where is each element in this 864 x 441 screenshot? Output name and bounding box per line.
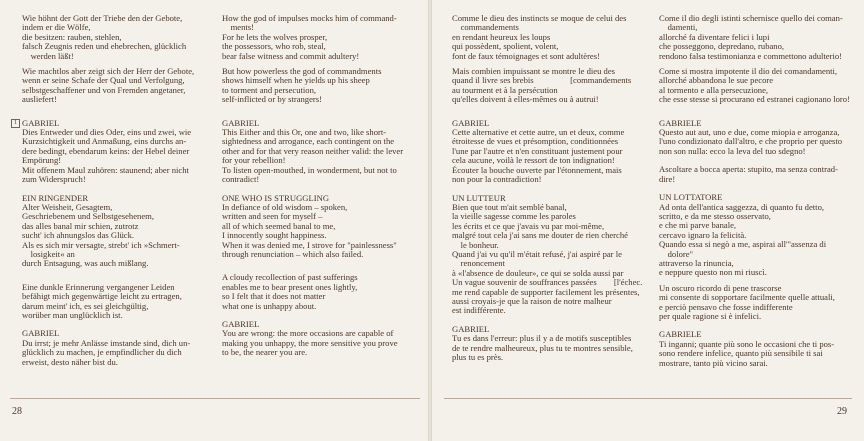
text-line: Geschriebenem und Selbstgesehenem, xyxy=(22,211,154,222)
text-line: renoncement xyxy=(452,258,505,269)
text-line: damenti, xyxy=(659,22,698,33)
text-line: Dies Entweder und dies Oder, eins und zwei, wie xyxy=(22,127,192,138)
text-line: For he lets the wolves prosper, xyxy=(222,31,328,42)
text-line: GABRIELE xyxy=(659,117,702,128)
text-line: Écouter la bouche ouverte par l'étonnement, mais xyxy=(452,164,622,175)
text-line: cercavo ignaro la felicità. xyxy=(659,229,747,240)
text-line: ausliefert! xyxy=(22,94,57,105)
text-line: allorché fa diventare felici i lupi xyxy=(659,31,770,42)
block-gap xyxy=(659,105,862,119)
text-line: non pour la contradiction! xyxy=(452,174,542,185)
text-line: contradict! xyxy=(222,174,260,185)
text-line: Come il dio degli istinti schernisce quello dei coman- xyxy=(659,13,843,23)
text-line: allorché abbandona le sue pecore xyxy=(659,75,774,86)
text-line: werden läßt! xyxy=(22,50,74,61)
text-line: Bien que tout m'ait semblé banal, xyxy=(452,201,567,212)
text-line: so I felt that it does not matter xyxy=(222,291,326,302)
text-line: rendono falsa testimonianza e commettono adulterio! xyxy=(659,50,843,61)
text-line: GABRIEL xyxy=(222,318,260,329)
text-line: Ascoltare a bocca aperta: stupito, ma senza contrad- xyxy=(659,164,838,175)
text-line: Come si mostra impotente il dio dei comandamenti, xyxy=(659,66,838,77)
text-line: losigkeit« an xyxy=(22,248,75,259)
text-line: falsch Zeugnis reden und ehebrechen, glücklich xyxy=(22,41,187,52)
text-line: the possessors, who rob, steal, xyxy=(222,41,326,52)
text-line: Wie machtlos aber zeigt sich der Herr der Gebote, xyxy=(22,66,195,77)
text-line: for your rebellion! xyxy=(222,155,286,166)
text-line: self-inflicted or by strangers! xyxy=(222,94,322,105)
text-line: darum meint' ich, es sei gleichgültig, xyxy=(22,300,149,311)
text-line: l'uno condizionato dall'altro, e che proprio per questo xyxy=(659,136,843,147)
text-line: enables me to bear present ones lightly, xyxy=(222,281,358,292)
text-line: GABRIEL xyxy=(22,117,60,128)
text-line: attraverso la rinuncia, xyxy=(659,257,734,268)
text-line: mostrare, tanto più vicino sarai. xyxy=(659,357,768,368)
text-line: through renunciation – which also failed. xyxy=(222,248,364,259)
text-line: Cette alternative et cette autre, un et deux, comme xyxy=(452,127,625,138)
track-marker: 1 xyxy=(11,119,20,128)
text-line: malgré tout cela j'ai sans me douter de rien cherché xyxy=(452,230,628,241)
text-line: glücklich zu machen, je empfindlicher du dich xyxy=(22,347,182,358)
text-line: qui possèdent, spolient, volent, xyxy=(452,41,559,52)
text-line: In defiance of old wisdom – spoken, xyxy=(222,201,348,212)
text-line: indem er die Wölfe, xyxy=(22,22,91,33)
text-line: to be, the nearer you are. xyxy=(222,347,308,358)
german-column xyxy=(22,14,222,367)
block-gap xyxy=(22,269,222,283)
text-line: che esse stesse si procurano ed estranei cagionano loro! xyxy=(659,94,850,105)
text-line: de te rendre malheureux, plus tu te montres sensible, xyxy=(452,342,633,353)
text-line: Un vague souvenir de souffrances passées [l'échec. xyxy=(452,277,643,288)
text-line: wenn er seine Schafe der Qual und Verfolgung, xyxy=(22,75,185,86)
text-line: Als es sich mir versagte, strebt' ich »Schmert- xyxy=(22,239,180,250)
text-line: aussi croyais-je que la raison de notre malheur xyxy=(452,295,612,306)
text-line: dolore" xyxy=(659,248,694,259)
right-page xyxy=(432,0,864,441)
block-gap xyxy=(452,105,656,119)
text-line: che posseggono, depredano, rubano, xyxy=(659,41,785,52)
text-line: font de faux témoignages et sont adultères! xyxy=(452,50,600,61)
text-line: Eine dunkle Erinnerung vergangener Leiden xyxy=(22,281,175,292)
text-line: to torment and persecution, xyxy=(222,84,317,95)
text-line: GABRIEL xyxy=(22,328,60,339)
footer-rule xyxy=(10,398,420,399)
page-number: 29 xyxy=(837,406,847,417)
text-line: GABRIEL xyxy=(452,117,490,128)
text-line: est indifférente. xyxy=(452,305,506,316)
text-line: non son nulla: ecco la leva del tuo sdegno! xyxy=(659,145,806,156)
text-line: selbstgeschaffener und von Fremden angetaner, xyxy=(22,84,186,95)
text-line: all of which seemed banal to me, xyxy=(222,220,336,231)
text-line: al tormento e alla persecuzione, xyxy=(659,84,769,95)
text-line: shows himself when he yields up his sheep xyxy=(222,75,370,86)
text-line: But how powerless the god of commandments xyxy=(222,66,382,77)
text-line: étroitesse de vues et présomption, conditionnées xyxy=(452,136,619,147)
text-line: How the god of impulses mocks him of command- xyxy=(222,13,397,23)
text-line: A cloudy recollection of past sufferings xyxy=(222,272,358,283)
text-line: e che mi parve banale, xyxy=(659,220,737,231)
page-number: 28 xyxy=(12,406,22,417)
text-line: GABRIEL xyxy=(222,117,260,128)
text-line: durch Entsagung, was auch mißlang. xyxy=(22,258,149,269)
text-line: UN LOTTATORE xyxy=(659,192,723,203)
text-line: les écrits et ce que j'avais vu par moi-même, xyxy=(452,220,605,231)
text-line: e neppure questo non mi riuscì. xyxy=(659,267,767,278)
text-line: cela aucune, voilà le ressort de ton indignation! xyxy=(452,155,615,166)
text-line: plus tu es près. xyxy=(452,352,504,362)
text-line: GABRIELE xyxy=(659,329,702,340)
text-line: le bonheur. xyxy=(452,239,499,250)
text-line: Mais combien impuissant se montre le dieu des xyxy=(452,66,616,77)
text-line: Empörung! xyxy=(22,155,62,166)
text-line: Du irrst; je mehr Anlässe imstande sind, dich un- xyxy=(22,337,191,348)
text-line: sono rendere infelice, quanto più sensibile ti sai xyxy=(659,348,823,359)
text-line: Un oscuro ricordo di pene trascorse xyxy=(659,282,782,293)
text-line: Tu es dans l'erreur: plus il y a de motifs susceptibles xyxy=(452,333,632,344)
block-gap xyxy=(222,105,424,119)
text-line: Kurzsichtigkeit und Anmaßung, eins durchs an- xyxy=(22,136,187,147)
text-line: Alter Weisheit, Gesagtem, xyxy=(22,201,113,212)
text-line: die besitzen: rauben, stehlen, xyxy=(22,31,122,42)
block-gap xyxy=(22,105,222,119)
text-line: ments! xyxy=(222,22,254,33)
text-line: UN LUTTEUR xyxy=(452,192,506,203)
text-line: qu'elles doivent à elles-mêmes ou à autrui! xyxy=(452,94,599,105)
text-line: When it was denied me, I strove for "painlessness" xyxy=(222,239,397,250)
text-line: l'une par l'autre et n'en constituant justement pour xyxy=(452,145,623,156)
text-line: You are wrong: the more occasions are capable of xyxy=(222,328,394,339)
text-line: me rend capable de supporter facilement les présentes, xyxy=(452,286,640,297)
text-line: au tourment et à la persécution xyxy=(452,84,558,95)
text-line: I innocently sought happiness. xyxy=(222,230,327,241)
text-line: Questo aut aut, uno e due, come miopia e arroganza, xyxy=(659,127,840,138)
text-line: written and seen for myself – xyxy=(222,211,323,222)
text-line: Mit offenem Maul zuhören: staunend; aber nicht xyxy=(22,164,189,175)
text-line: das alles banal mir schien, zutrotz xyxy=(22,220,139,231)
text-line: bear false witness and commit adultery! xyxy=(222,50,360,61)
text-line: This Either and this Or, one and two, like short- xyxy=(222,127,387,138)
text-line: Ad onta dell'antica saggezza, di quanto fu detto, xyxy=(659,201,825,212)
text-line: what one is unhappy about. xyxy=(222,300,317,311)
text-line: zum Widerspruch! xyxy=(22,174,86,185)
text-line: GABRIEL xyxy=(452,323,490,334)
text-line: quand il livre ses brebis [commandements xyxy=(452,75,632,86)
text-line: sucht' ich ahnungslos das Glück. xyxy=(22,230,135,241)
text-line: dire! xyxy=(659,173,676,184)
text-line: e perciò pensavo che fosse indifferente xyxy=(659,301,793,312)
text-line: Ti inganni; quante più sono le occasioni che ti pos- xyxy=(659,338,835,349)
block-gap xyxy=(222,259,424,273)
text-line: erweist, desto näher bist du. xyxy=(22,356,118,367)
text-line: EIN RINGENDER xyxy=(22,192,89,203)
text-line: ONE WHO IS STRUGGLING xyxy=(222,192,330,203)
text-line: commandements xyxy=(452,22,519,33)
text-line: befähigt mich gegenwärtige leicht zu ertragen, xyxy=(22,291,182,302)
italian-column xyxy=(659,14,862,368)
text-line: sightedness and arrogance, each contingent on the xyxy=(222,136,395,147)
text-line: dere bedingt, ebendarum keins: der Hebel deiner xyxy=(22,145,190,156)
footer-rule xyxy=(444,398,852,399)
text-line: worüber man unglücklich ist. xyxy=(22,309,123,320)
text-line: Quando essa si negò a me, aspirai all'"assenza di xyxy=(659,239,827,250)
text-line: à «l'absence de douleur», ce qui se solda aussi par xyxy=(452,267,624,278)
text-line: Comme le dieu des instincts se moque de celui des xyxy=(452,13,627,23)
text-line: making you unhappy, the more sensitive you prove xyxy=(222,337,398,348)
text-line: mi consente di sopportare facilmente quelle attuali, xyxy=(659,292,835,303)
text-line: Wie höhnt der Gott der Triebe den der Gebote, xyxy=(22,13,183,23)
text-line: Quand j'ai vu qu'il m'était refusé, j'ai aspiré par le xyxy=(452,248,622,259)
text-line: To listen open-mouthed, in wonderment, but not to xyxy=(222,164,397,175)
left-page xyxy=(0,0,428,441)
text-line: en rendant heureux les loups xyxy=(452,31,551,42)
text-line: scritto, e da me stesso osservato, xyxy=(659,210,771,221)
text-line: per quale ragione si è infelici. xyxy=(659,310,762,321)
text-line: la vieille sagesse comme les paroles xyxy=(452,211,576,222)
text-line: other and for that very reason neither valid: the lever xyxy=(222,145,404,156)
english-column xyxy=(222,14,424,358)
french-column xyxy=(452,14,656,362)
